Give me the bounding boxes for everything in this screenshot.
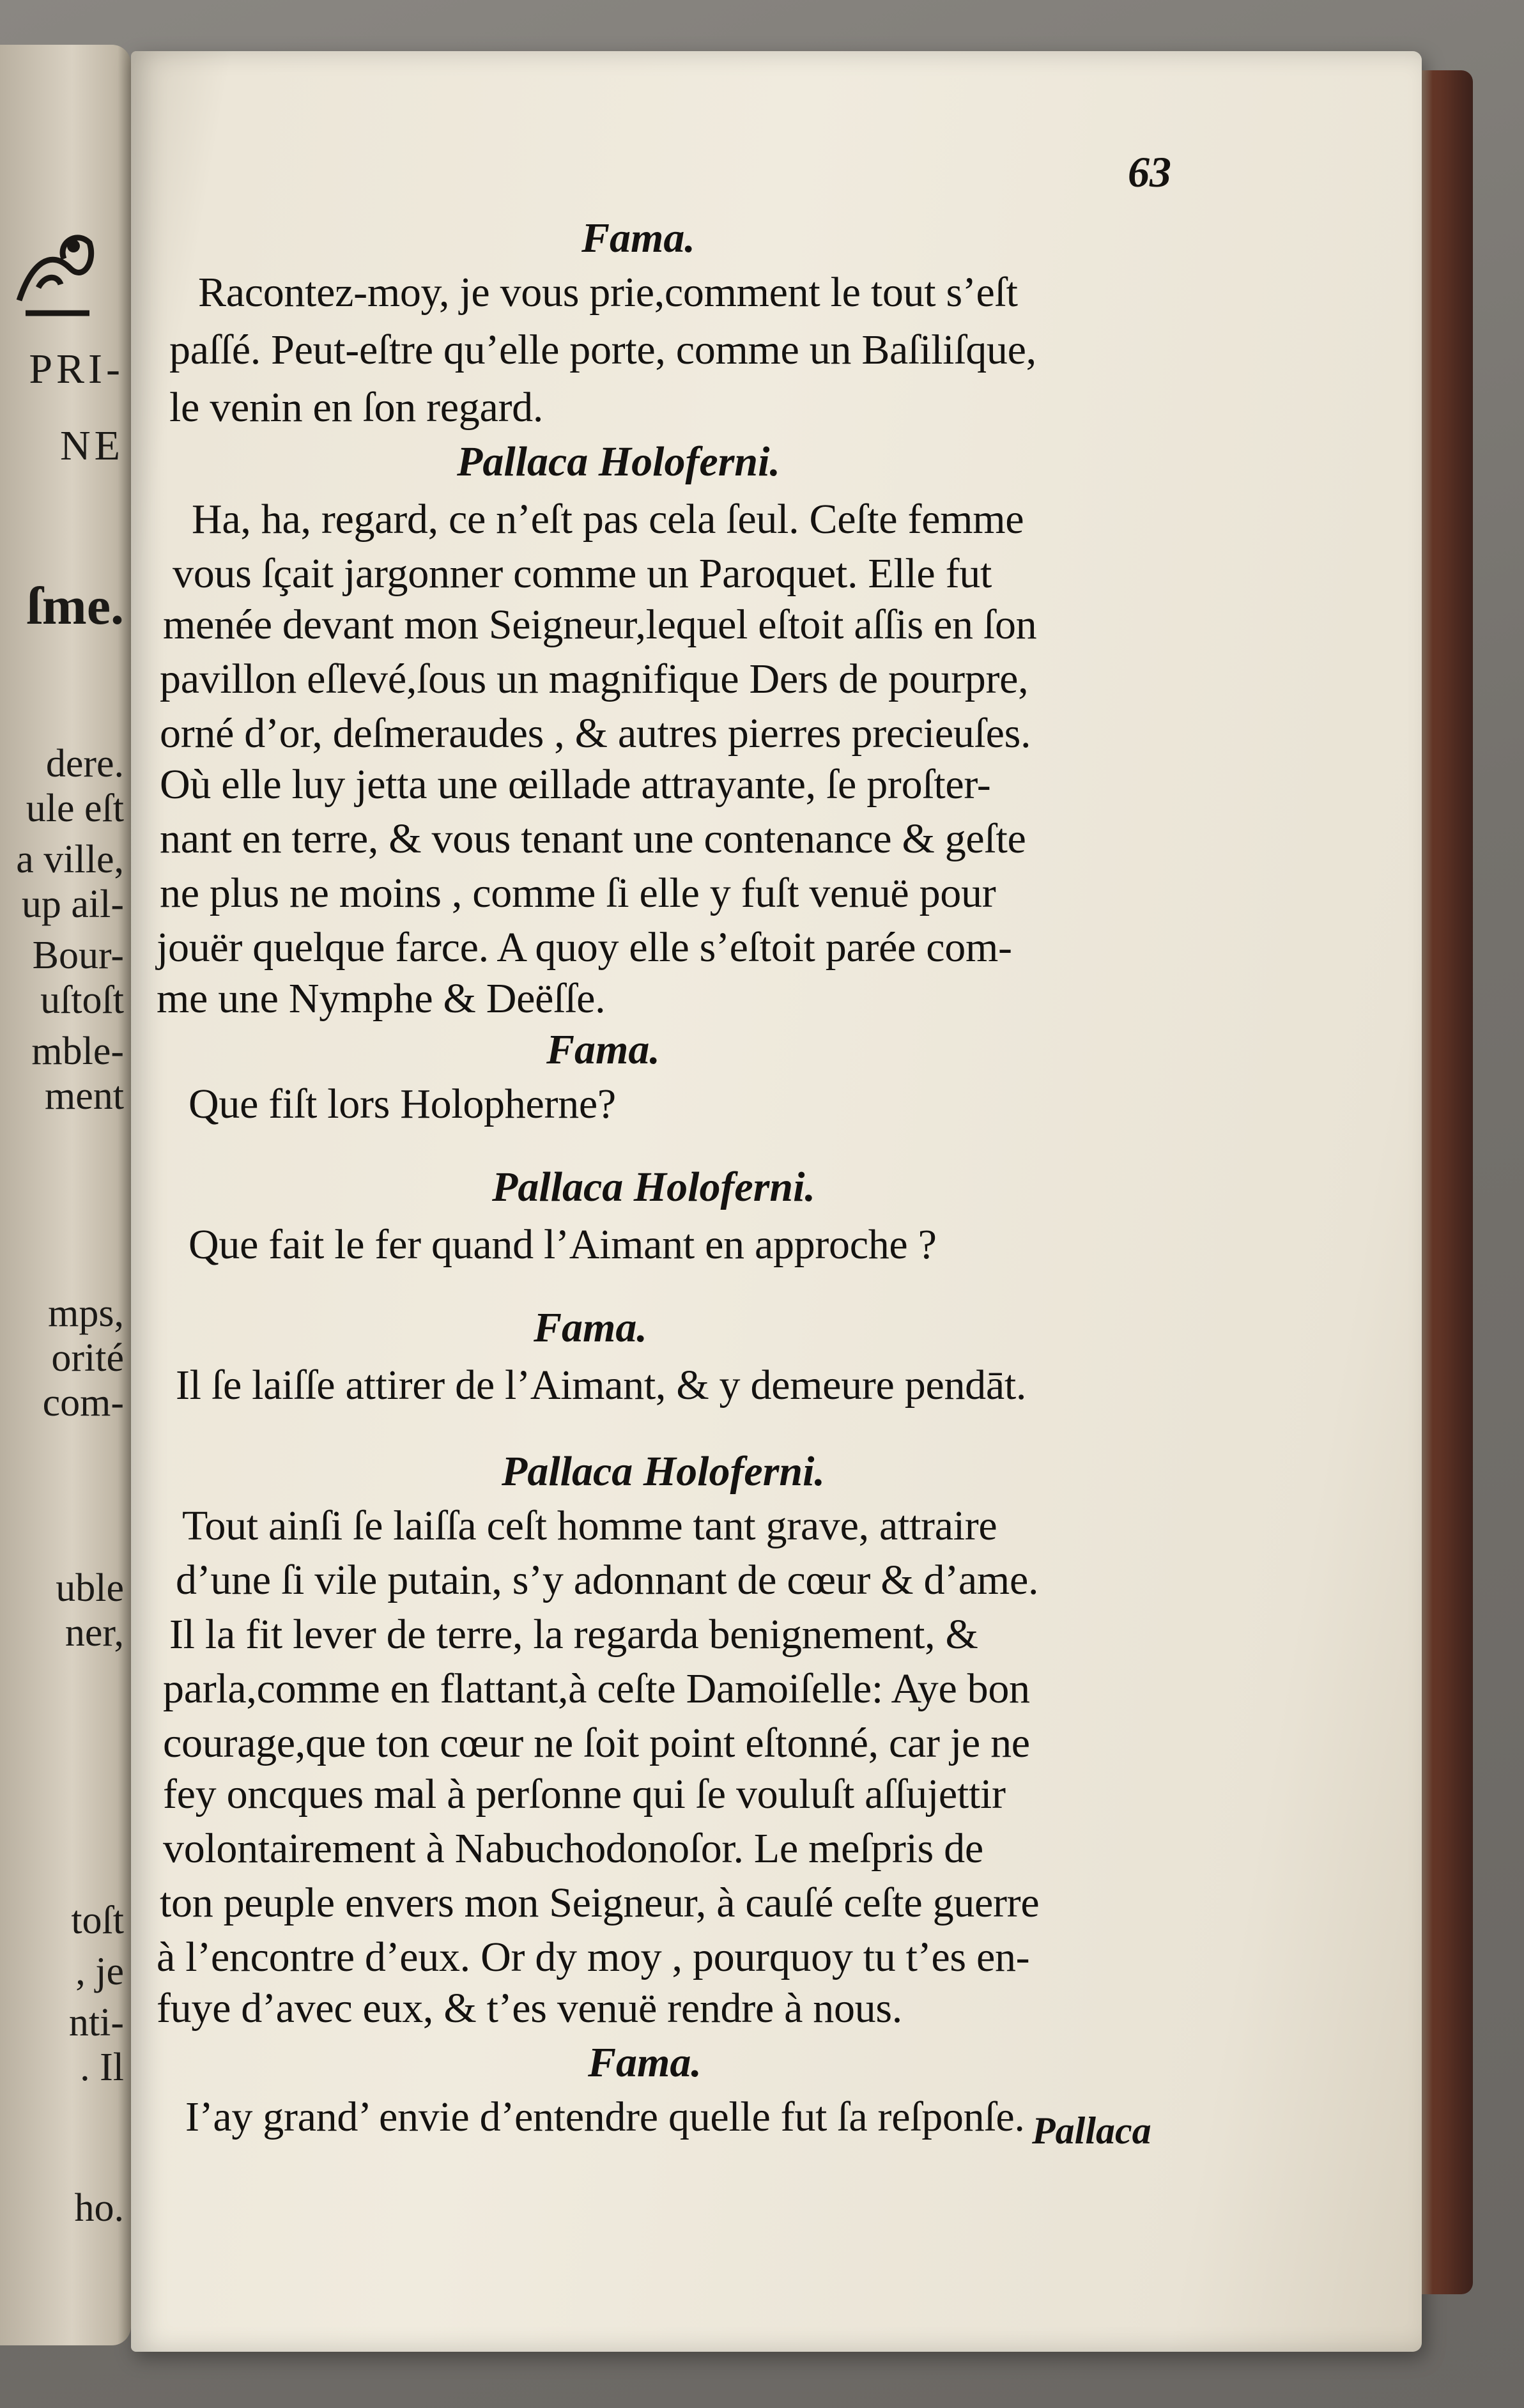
left-page-fragment: dere. bbox=[45, 742, 124, 785]
speaker-heading: Fama. bbox=[581, 215, 695, 261]
left-page-fragment: ſme. bbox=[27, 576, 124, 636]
left-page-fragment: up ail- bbox=[21, 883, 124, 926]
left-page-fragment: NE bbox=[60, 422, 124, 469]
left-page-fragment: orité bbox=[51, 1336, 124, 1380]
left-page-fragment: ment bbox=[45, 1074, 124, 1118]
left-page-fragment: , je bbox=[75, 1950, 124, 1993]
speaker-heading: Pallaca Holoferni. bbox=[457, 438, 780, 485]
text-line: Il ſe laiſſe attirer de l’Aimant, & y demeure pendāt. bbox=[176, 1362, 1027, 1409]
left-page-fragment: mble- bbox=[31, 1030, 124, 1073]
left-page-fragment: . Il bbox=[80, 2046, 124, 2089]
text-line: fuye d’avec eux, & t’es venuë rendre à nous. bbox=[157, 1985, 902, 2032]
speaker-heading: Pallaca Holoferni. bbox=[492, 1164, 815, 1210]
book-page bbox=[131, 51, 1422, 2352]
catchword: Pallaca bbox=[1032, 2110, 1151, 2152]
text-line: fey oncques mal à perſonne qui ſe vouluſt aſſujettir bbox=[163, 1771, 1006, 1818]
printer-ornament-icon bbox=[13, 224, 102, 320]
text-line: le venin en ſon regard. bbox=[169, 384, 544, 431]
speaker-heading: Fama. bbox=[588, 2039, 702, 2086]
text-line: d’une ſi vile putain, s’y adonnant de cœur & d’ame. bbox=[176, 1557, 1039, 1603]
text-line: courage,que ton cœur ne ſoit point eſtonné, car je ne bbox=[163, 1720, 1030, 1766]
page-number: 63 bbox=[1128, 148, 1171, 196]
left-page-edge bbox=[0, 45, 131, 2345]
text-line: à l’encontre d’eux. Or dy moy , pourquoy tu t’es en- bbox=[157, 1934, 1030, 1980]
left-page-fragment: toſt bbox=[71, 1899, 124, 1942]
text-line: volontairement à Nabuchodonoſor. Le meſpris de bbox=[163, 1825, 983, 1872]
text-line: Où elle luy jetta une œillade attrayante, ſe proſter- bbox=[160, 761, 991, 808]
left-page-fragment: Bour- bbox=[32, 934, 124, 977]
text-line: Racontez-moy, je vous prie,comment le tout s’eſt bbox=[198, 269, 1018, 316]
text-line: vous ſçait jargonner comme un Paroquet. Elle fut bbox=[173, 550, 992, 597]
text-line: ton peuple envers mon Seigneur, à cauſé ceſte guerre bbox=[160, 1879, 1040, 1926]
text-line: parla,comme en flattant,à ceſte Damoiſelle: Aye bon bbox=[163, 1665, 1030, 1712]
text-line: ne plus ne moins , comme ſi elle y fuſt venuë pour bbox=[160, 870, 996, 916]
text-line: Ha, ha, regard, ce n’eſt pas cela ſeul. Ceſte femme bbox=[192, 496, 1024, 543]
text-line: Il la fit lever de terre, la regarda benignement, & bbox=[169, 1611, 978, 1658]
text-line: Tout ainſi ſe laiſſa ceſt homme tant grave, attraire bbox=[182, 1502, 997, 1549]
text-line: menée devant mon Seigneur,lequel eſtoit aſſis en ſon bbox=[163, 601, 1037, 648]
book-cover-edge bbox=[1415, 70, 1473, 2294]
text-line: I’ay grand’ envie d’entendre quelle fut ſa reſponſe. bbox=[185, 2094, 1025, 2140]
left-page-fragment: nti- bbox=[68, 2001, 124, 2044]
left-page-fragment: ule eſt bbox=[26, 787, 124, 830]
text-line: nant en terre, & vous tenant une contenance & geſte bbox=[160, 815, 1026, 862]
text-line: me une Nymphe & Deëſſe. bbox=[157, 975, 606, 1022]
speaker-heading: Fama. bbox=[534, 1304, 647, 1351]
text-line: orné d’or, deſmeraudes , & autres pierres precieuſes. bbox=[160, 710, 1031, 757]
left-page-fragment: ner, bbox=[65, 1611, 124, 1655]
left-page-fragment: uſtoſt bbox=[40, 978, 124, 1022]
left-page-fragment: PRI- bbox=[29, 346, 124, 392]
left-page-fragment: com- bbox=[42, 1381, 124, 1424]
text-line: pavillon eſlevé,ſous un magnifique Ders de pourpre, bbox=[160, 656, 1029, 702]
left-page-fragment: uble bbox=[56, 1566, 124, 1610]
speaker-heading: Pallaca Holoferni. bbox=[502, 1448, 825, 1495]
text-line: paſſé. Peut-eſtre qu’elle porte, comme un Baſiliſque, bbox=[169, 327, 1036, 373]
text-line: Que fait le fer quand l’Aimant en approche ? bbox=[189, 1221, 937, 1268]
text-line: Que fiſt lors Holopherne? bbox=[189, 1081, 616, 1127]
left-page-fragment: ho. bbox=[74, 2186, 124, 2230]
speaker-heading: Fama. bbox=[546, 1026, 660, 1073]
text-line: jouër quelque farce. A quoy elle s’eſtoit parée com- bbox=[157, 924, 1012, 971]
left-page-fragment: a ville, bbox=[16, 838, 124, 881]
left-page-fragment: mps, bbox=[48, 1292, 124, 1335]
